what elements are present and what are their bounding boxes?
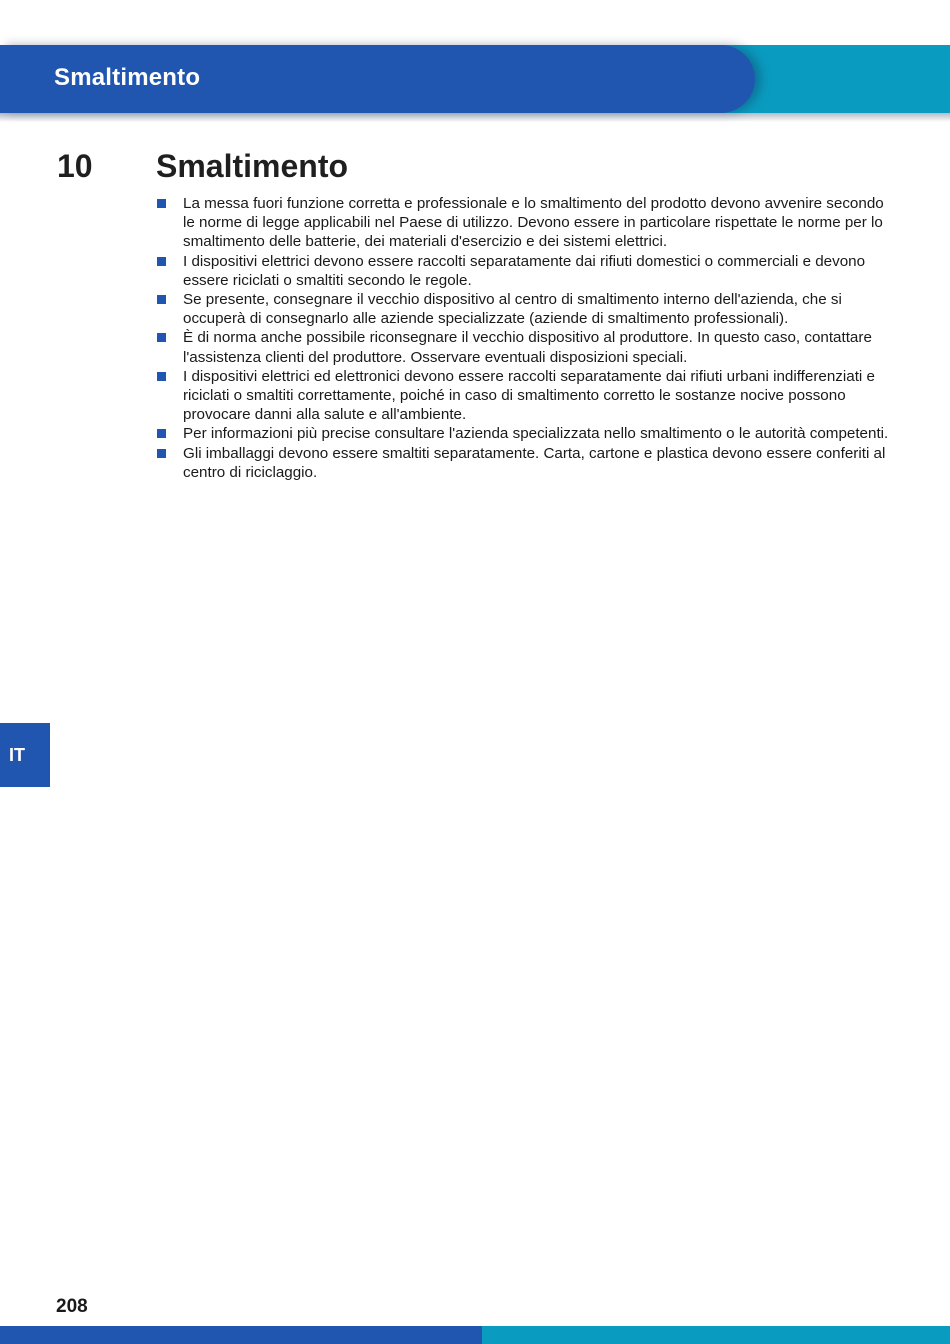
square-bullet-icon	[157, 295, 166, 304]
square-bullet-icon	[157, 429, 166, 438]
section-number: 10	[57, 148, 93, 184]
language-tab: IT	[0, 723, 50, 787]
square-bullet-icon	[157, 257, 166, 266]
list-item-text: Se presente, consegnare il vecchio dispositivo al centro di smaltimento interno dell'azienda, che si occuperà di consegnarlo alle aziende specializzate (aziende di smaltimento professionali).	[183, 291, 842, 328]
square-bullet-icon	[157, 199, 166, 208]
list-item-text: I dispositivi elettrici devono essere raccolti separatamente dai rifiuti domestici o commerciali e devono essere riciclati o smaltiti secondo le regole.	[183, 252, 866, 289]
list-item-text: Per informazioni più precise consultare l'azienda specializzata nello smaltimento o le autorità competenti.	[183, 425, 889, 443]
list-item-text: È di norma anche possibile riconsegnare il vecchio dispositivo al produttore. In questo caso, contattare l'assistenza clienti del produttore. Osservare eventuali disposizioni speciali.	[183, 329, 872, 366]
header-shadow	[0, 113, 950, 122]
page-number: 208	[56, 1296, 88, 1317]
list-item	[156, 252, 896, 290]
list-item-text: Gli imballaggi devono essere smaltiti separatamente. Carta, cartone e plastica devono essere conferiti al centro di riciclaggio.	[183, 444, 886, 481]
footer-bar-blue	[0, 1326, 482, 1344]
header-title: Smaltimento	[54, 64, 201, 91]
square-bullet-icon	[157, 372, 166, 381]
list-item	[156, 367, 896, 425]
list-item	[156, 290, 896, 328]
list-item	[156, 424, 896, 443]
square-bullet-icon	[157, 333, 166, 342]
list-item	[156, 194, 896, 252]
list-item	[156, 328, 896, 366]
footer-bar-teal	[482, 1326, 950, 1344]
list-item-text: I dispositivi elettrici ed elettronici devono essere raccolti separatamente dai rifiuti urbani indifferenziati e riciclati o smaltiti correttamente, poiché in caso di smaltimento corretto le sostanze nocive possono provocare danni alla salute e all'ambiente.	[183, 367, 875, 424]
square-bullet-icon	[157, 449, 166, 458]
list-item	[156, 444, 896, 482]
list-item-text: La messa fuori funzione corretta e professionale e lo smaltimento del prodotto devono avvenire secondo le norme di legge applicabili nel Paese di utilizzo. Devono essere in particolare rispettate le norme per lo smaltimento delle batterie, dei materiali d'esercizio e dei sistemi elettrici.	[183, 195, 884, 251]
disposal-instructions-list	[156, 194, 896, 482]
section-title: Smaltimento	[156, 148, 349, 184]
